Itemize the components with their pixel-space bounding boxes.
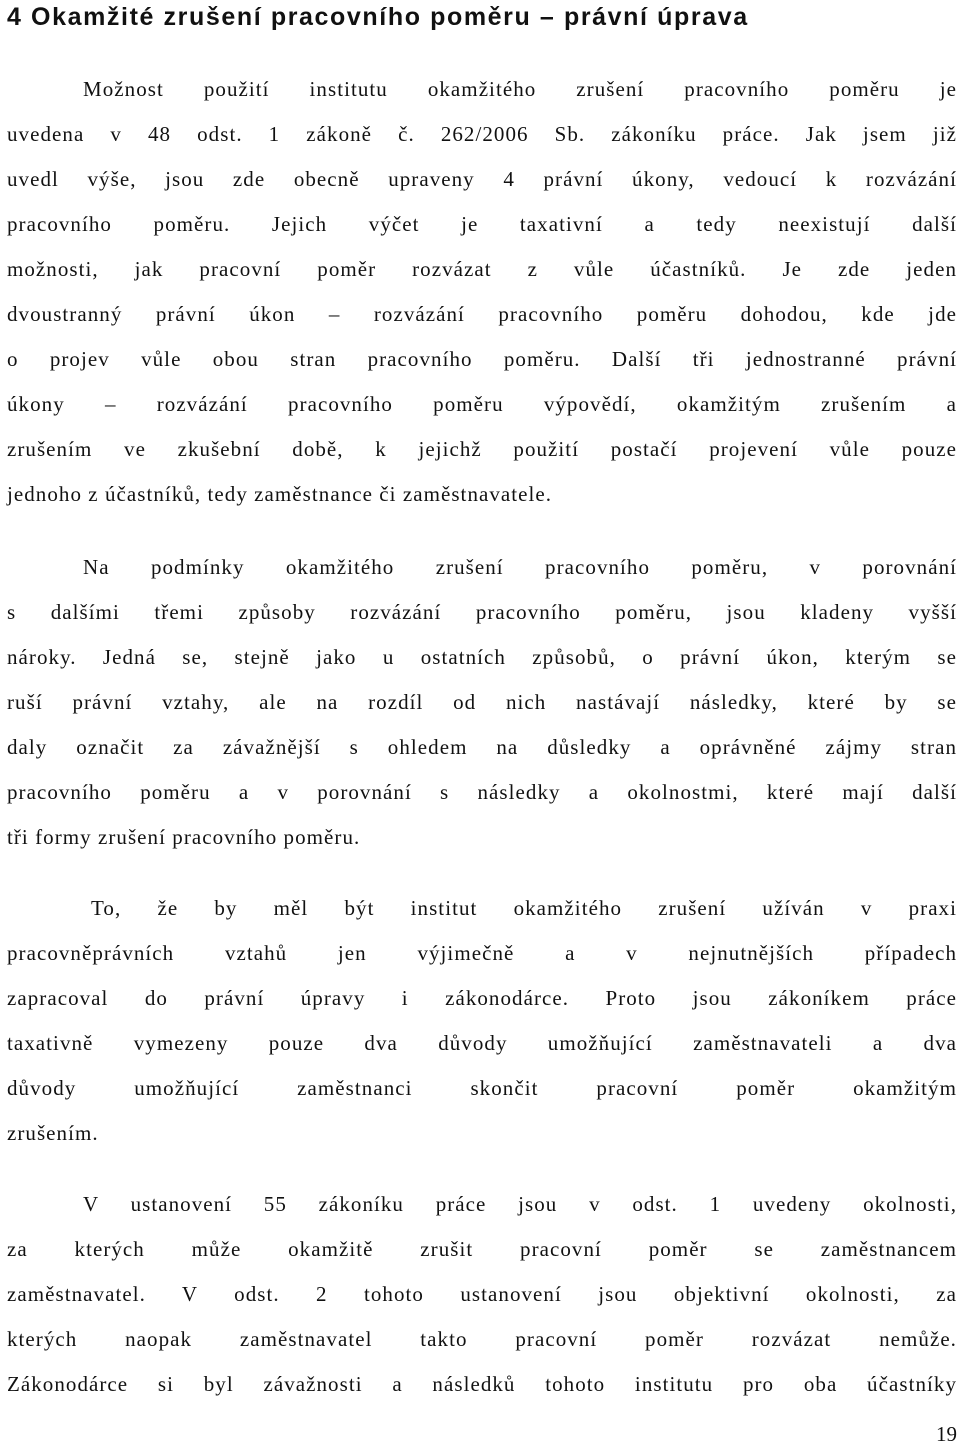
text-line: daly označit za závažnější s ohledem na důsledky a oprávněné zájmy stran xyxy=(7,735,957,759)
text-line: za kterých může okamžitě zrušit pracovní poměr se zaměstnancem xyxy=(7,1237,957,1261)
text-line: V ustanovení 55 zákoníku práce jsou v odst. 1 uvedeny okolnosti, xyxy=(83,1192,957,1216)
text-line: pracovněprávních vztahů jen výjimečně a v nejnutnějších případech xyxy=(7,941,957,965)
text-line: zaměstnavatel. V odst. 2 tohoto ustanovení jsou objektivní okolnosti, za xyxy=(7,1282,957,1306)
page-number: 19 xyxy=(936,1422,957,1446)
text-line: možnosti, jak pracovní poměr rozvázat z vůle účastníků. Je zde jeden xyxy=(7,257,957,281)
text-line: taxativně vymezeny pouze dva důvody umožňující zaměstnavateli a dva xyxy=(7,1031,957,1055)
text-line: zrušením. xyxy=(7,1121,99,1145)
text-line: pracovního poměru. Jejich výčet je taxativní a tedy neexistují další xyxy=(7,212,957,236)
text-line: ruší právní vztahy, ale na rozdíl od nich nastávají následky, které by se xyxy=(7,690,957,714)
text-line: uvedena v 48 odst. 1 zákoně č. 262/2006 Sb. zákoníku práce. Jak jsem již xyxy=(7,122,957,146)
text-line: Na podmínky okamžitého zrušení pracovního poměru, v porovnání xyxy=(83,555,957,579)
text-line: důvody umožňující zaměstnanci skončit pracovní poměr okamžitým xyxy=(7,1076,957,1100)
text-line: zrušením ve zkušební době, k jejichž použití postačí projevení vůle pouze xyxy=(7,437,957,461)
text-line: úkony – rozvázání pracovního poměru výpovědí, okamžitým zrušením a xyxy=(7,392,957,416)
text-line: s dalšími třemi způsoby rozvázání pracovního poměru, jsou kladeny vyšší xyxy=(7,600,957,624)
text-line: o projev vůle obou stran pracovního poměru. Další tři jednostranné právní xyxy=(7,347,957,371)
text-line: tři formy zrušení pracovního poměru. xyxy=(7,825,361,849)
text-line: dvoustranný právní úkon – rozvázání pracovního poměru dohodou, kde jde xyxy=(7,302,957,326)
text-line: uvedl výše, jsou zde obecně upraveny 4 právní úkony, vedoucí k rozvázání xyxy=(7,167,957,191)
text-line: Možnost použití institutu okamžitého zrušení pracovního poměru je xyxy=(83,77,957,101)
text-line: pracovního poměru a v porovnání s následky a okolnostmi, které mají další xyxy=(7,780,957,804)
text-line: Zákonodárce si byl závažnosti a následků tohoto institutu pro oba účastníky xyxy=(7,1372,957,1396)
section-heading: 4 Okamžité zrušení pracovního poměru – právní úprava xyxy=(7,3,749,31)
text-line: jednoho z účastníků, tedy zaměstnance či zaměstnavatele. xyxy=(7,482,553,506)
text-line: nároky. Jedná se, stejně jako u ostatních způsobů, o právní úkon, kterým se xyxy=(7,645,957,669)
text-line: To, že by měl být institut okamžitého zrušení užíván v praxi xyxy=(91,896,957,920)
text-line: zapracoval do právní úpravy i zákonodárce. Proto jsou zákoníkem práce xyxy=(7,986,957,1010)
text-line: kterých naopak zaměstnavatel takto pracovní poměr rozvázat nemůže. xyxy=(7,1327,957,1351)
